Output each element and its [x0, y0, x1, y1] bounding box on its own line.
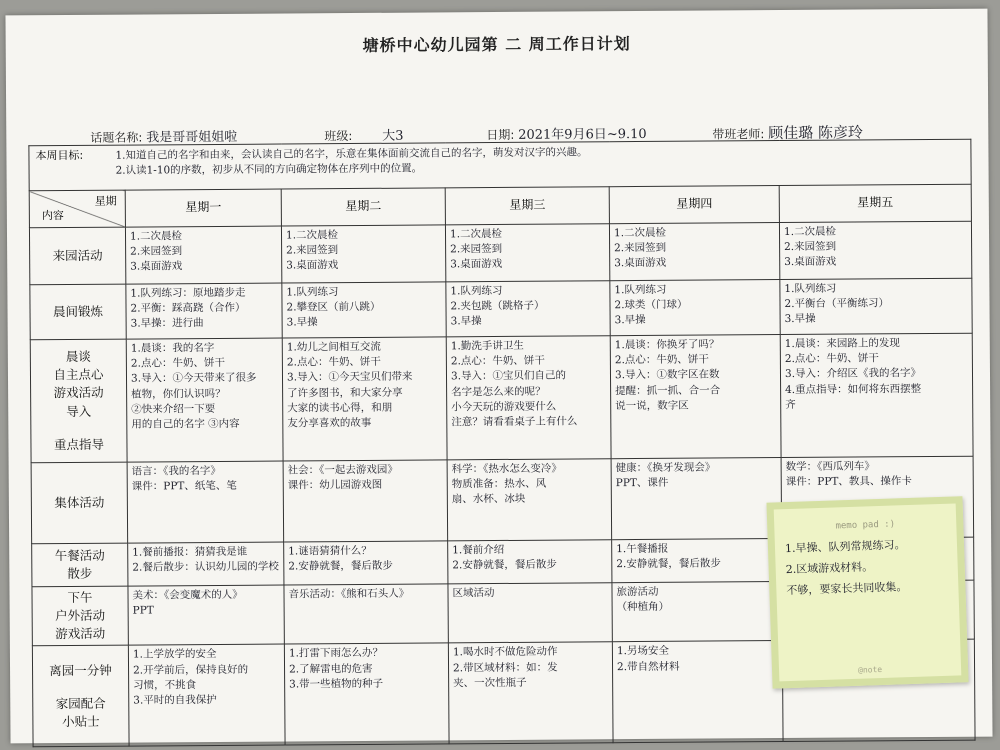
- day-header-wed: 星期三: [445, 187, 609, 225]
- cell-line: 1.打雷下雨怎么办？: [288, 647, 384, 660]
- cell-line: 2.点心：牛奶、饼干: [450, 354, 545, 368]
- cell-line: 1.晨谈：来园路上的发现: [784, 337, 900, 351]
- memo-title: memo pad :): [835, 519, 896, 532]
- cell-line: 2.带区域材料：如：发: [452, 661, 558, 674]
- cell-line: 植物，你们认识吗？: [131, 387, 226, 401]
- goals-cell: [29, 139, 971, 191]
- cell-line: 3.早操: [450, 315, 482, 328]
- cell-line: 小今天玩的游戏要什么: [451, 400, 557, 414]
- plan-cell-tue: [281, 225, 445, 283]
- teacher-value: 顾佳璐 陈彦玲: [768, 123, 864, 143]
- cell-line: 3.早操：进行曲: [130, 317, 204, 331]
- teacher-label: 带班老师:: [712, 127, 765, 142]
- row-label-line: 家园配合: [55, 695, 106, 711]
- plan-cell-wed: [448, 540, 612, 584]
- row-label-line: [35, 420, 122, 436]
- plan-cell-wed: [446, 336, 611, 460]
- plan-row: [29, 221, 971, 285]
- memo-line-1: 1.早操、队列常规练习。: [784, 538, 906, 556]
- plan-cell-mon: [128, 542, 284, 586]
- cell-line: 1.勤洗手讲卫生: [450, 339, 524, 353]
- sheet-title: 塘桥中心幼儿园第 二 周工作日计划: [362, 34, 631, 55]
- day-header-mon: 星期一: [125, 189, 281, 227]
- plan-cell-fri: [780, 333, 973, 457]
- row-label-line: 离园一分钟: [49, 662, 112, 678]
- cell-line: 2.点心：牛奶、饼干: [130, 357, 225, 370]
- plan-cell-thu: [611, 458, 782, 540]
- cell-line: 3.导入：介绍区《我的名字》: [784, 367, 922, 381]
- plan-cell-thu: [609, 223, 779, 281]
- plan-cell-tue: [284, 541, 448, 585]
- cell-line: 数学：《西瓜列车》: [785, 460, 875, 474]
- plan-cell-wed: [448, 583, 612, 644]
- cell-line: 1.队列练习: [450, 284, 503, 298]
- cell-line: 3.导入：①今天宝贝们带来: [286, 371, 413, 384]
- class-field: [324, 125, 403, 145]
- memo-footer: @note: [857, 664, 883, 675]
- row-label: [32, 586, 128, 646]
- plan-cell-mon: [127, 461, 284, 543]
- plan-cell-wed: [445, 224, 609, 282]
- corner-bottom-label: 内容: [41, 209, 64, 223]
- cell-line: （种植角）: [616, 601, 670, 614]
- cell-line: 1.队列练习: [784, 282, 837, 296]
- cell-line: 3.早操: [784, 313, 816, 326]
- corner-cell: [29, 190, 125, 228]
- cell-line: 1.谜语猜猜什么？: [288, 544, 372, 558]
- cell-line: 扇、水杯、冰块: [451, 493, 526, 506]
- cell-line: 美术：《会变魔术的人》: [132, 588, 243, 602]
- cell-line: 2.安静就餐，餐后散步: [288, 559, 393, 573]
- cell-line: 1.队列练习：原地踏步走: [130, 286, 246, 300]
- cell-line: 2.安静就餐，餐后散步: [616, 557, 721, 571]
- row-label-line: 游戏活动: [55, 626, 106, 642]
- plan-cell-wed: [448, 642, 613, 744]
- plan-row: [30, 333, 973, 463]
- row-label-line: 小贴士: [62, 713, 100, 729]
- cell-line: 3.桌面游戏: [784, 256, 837, 269]
- row-label: [30, 339, 127, 463]
- plan-cell-mon: [128, 585, 284, 645]
- plan-cell-tue: [284, 643, 449, 745]
- date-value: 2021年9月6日~9.10: [518, 126, 647, 143]
- plan-cell-fri: [780, 278, 972, 334]
- class-value: 大3: [382, 128, 404, 144]
- row-label: 晨间锻炼: [30, 284, 126, 340]
- cell-line: 社会：《一起去游戏园》: [287, 463, 398, 477]
- cell-line: 1.餐前播报：猜猜我是谁: [132, 545, 248, 559]
- cell-line: 3.导入：①宝贝们自己的: [450, 369, 567, 383]
- cell-line: 3.早操: [614, 314, 646, 327]
- memo-line-2: 2.区域游戏材料。: [785, 560, 874, 577]
- plan-cell-thu: [612, 641, 783, 743]
- plan-cell-tue: [282, 337, 447, 461]
- plan-cell-tue: [282, 282, 446, 338]
- cell-line: 大家的读书心得，和朋: [287, 401, 393, 415]
- row-label: 来园活动: [29, 227, 125, 285]
- row-label-line: 户外活动: [55, 607, 106, 624]
- row-label-line: 午餐活动: [54, 547, 105, 563]
- memo-sticky-note: [766, 496, 968, 688]
- plan-cell-thu: [610, 335, 781, 459]
- cell-line: 3.桌面游戏: [614, 257, 667, 270]
- cell-line: 2.平衡：踩高跷（合作）: [130, 301, 246, 315]
- plan-row: [30, 278, 972, 340]
- cell-line: 2.开学前后，保持良好的: [133, 663, 249, 677]
- row-label: [32, 543, 128, 587]
- plan-cell-mon: [126, 283, 282, 339]
- memo-line-3: 不够，要家长共同收集。: [786, 579, 908, 597]
- cell-line: 1.喝水时不做危险动作: [452, 645, 558, 659]
- row-label-line: 游戏活动: [53, 385, 104, 401]
- cell-line: 区域活动: [452, 587, 495, 600]
- cell-line: 1.另场安全: [616, 645, 669, 658]
- cell-line: 说一说，数字区: [615, 399, 689, 413]
- row-label-line: 重点指导: [53, 436, 105, 452]
- date-label: 日期:: [486, 127, 515, 143]
- topic-label: 话题名称:: [90, 130, 143, 145]
- cell-line: ②快来介绍一下要: [131, 402, 216, 416]
- day-header-thu: 星期四: [609, 186, 779, 224]
- cell-line: 2.来园签到: [450, 243, 503, 256]
- cell-line: 1.晨谈：你换牙了吗？: [614, 338, 720, 352]
- row-label-line: [37, 679, 124, 695]
- goal-line-1: 1.知道自己的名字和由来，会认读自己的名字，乐意在集体面前交流自己的名字，萌发对汉字的兴趣。: [115, 146, 588, 162]
- cell-line: 2.攀登区（前八跳）: [286, 301, 381, 314]
- cell-line: 2.点心：牛奶、饼干: [614, 353, 709, 367]
- cell-line: 3.桌面游戏: [450, 258, 503, 271]
- day-header-fri: 星期五: [779, 184, 971, 222]
- cell-line: 友分享喜欢的故事: [287, 416, 372, 430]
- cell-line: 习惯，不挑食: [133, 678, 197, 692]
- cell-line: 3.导入：①数字区在数: [614, 368, 720, 382]
- topic-field: [90, 126, 237, 146]
- day-header-tue: 星期二: [281, 188, 445, 226]
- cell-line: 2.来园签到: [286, 244, 339, 257]
- plan-cell-mon: [128, 644, 285, 746]
- cell-line: 2.来园签到: [614, 242, 667, 255]
- cell-line: 2.球类（门球）: [614, 298, 688, 312]
- cell-line: 1.午餐播报: [616, 542, 669, 556]
- cell-line: 语言：《我的名字》: [131, 464, 221, 478]
- cell-line: 旅游活动: [616, 585, 659, 599]
- cell-line: 1.幼儿之间相互交流: [286, 340, 381, 354]
- cell-line: 1.队列练习: [614, 283, 667, 297]
- cell-line: 3.桌面游戏: [286, 259, 339, 272]
- row-label-line: 导入: [66, 403, 92, 419]
- cell-line: 3.带一些植物的种子: [289, 677, 384, 691]
- cell-line: 2.平衡台（平衡练习）: [784, 297, 890, 311]
- cell-line: 2.来园签到: [784, 240, 837, 254]
- cell-line: 2.安静就餐，餐后散步: [452, 558, 557, 572]
- corner-top-label: 星期: [94, 194, 117, 208]
- cell-line: 3.导入：①今天带来了很多: [130, 372, 257, 386]
- plan-cell-mon: [126, 338, 283, 462]
- row-label-line: 下午: [67, 589, 93, 606]
- cell-line: 2.点心：牛奶、饼干: [784, 352, 879, 366]
- cell-line: 提醒：抓一抓、合一合: [615, 384, 721, 397]
- plan-cell-tue: [283, 460, 448, 542]
- plan-cell-thu: [612, 539, 782, 583]
- cell-line: 2.带自然材料: [616, 660, 680, 673]
- cell-line: 2.夹包跳（跳格子）: [450, 299, 545, 313]
- cell-line: 3.早操: [286, 316, 318, 329]
- cell-line: 齐: [785, 398, 796, 411]
- plan-sheet: [5, 9, 992, 744]
- cell-line: 2.点心：牛奶、饼干: [286, 356, 381, 369]
- plan-cell-wed: [446, 281, 610, 337]
- plan-cell-thu: [612, 582, 782, 643]
- goal-line-2: 2.认读1-10的序数，初步从不同的方向确定物体在序列中的位置。: [115, 162, 423, 178]
- row-label-line: 散步: [67, 565, 93, 582]
- goals-label: 本周目标:: [35, 148, 84, 163]
- cell-line: 2.餐后散步：认识幼儿园的学校: [132, 560, 279, 574]
- cell-line: 课件：PPT、纸笔、笔: [131, 480, 237, 493]
- cell-line: PPT、课件: [615, 477, 669, 490]
- row-label-line: 晨谈: [65, 349, 91, 365]
- date-field: [486, 123, 646, 143]
- cell-line: 1.餐前介绍: [452, 543, 505, 557]
- cell-line: 4.重点指导：如何将东西摆整: [785, 382, 922, 396]
- cell-line: 物质准备：热水、风: [451, 477, 547, 491]
- cell-line: 1.晨谈：我的名字: [130, 341, 215, 355]
- goals-row: [29, 139, 971, 191]
- cell-line: 3.桌面游戏: [130, 260, 183, 274]
- cell-line: 健康：《换牙发现会》: [615, 461, 716, 475]
- cell-line: 1.二次晨检: [285, 229, 339, 242]
- cell-line: 1.二次晨检: [783, 225, 837, 239]
- row-label: [32, 645, 129, 747]
- cell-line: 1.上学放学的安全: [132, 648, 217, 661]
- plan-cell-fri: [779, 221, 971, 279]
- plan-cell-tue: [284, 584, 448, 645]
- cell-line: 注意？请看看桌子上有什么: [451, 415, 578, 429]
- cell-line: 名字是怎么来的呢？: [451, 385, 546, 398]
- cell-line: 3.平时的自我保护: [133, 694, 217, 707]
- plan-cell-wed: [447, 459, 612, 541]
- cell-line: 课件：幼儿园游戏图: [287, 479, 383, 492]
- cell-line: 1.队列练习: [286, 286, 339, 299]
- row-label: 集体活动: [31, 462, 128, 544]
- cell-line: 1.二次晨检: [613, 226, 667, 240]
- cell-line: 1.二次晨检: [449, 227, 503, 241]
- cell-line: PPT: [132, 604, 154, 617]
- row-label-line: 自主点心: [53, 367, 104, 383]
- cell-line: 课件：PPT、教具、操作卡: [785, 475, 912, 489]
- cell-line: 1.二次晨检: [129, 230, 183, 243]
- cell-line: 科学：《热水怎么变冷》: [451, 462, 562, 476]
- topic-value: 我是哥哥姐姐啦: [146, 129, 238, 146]
- cell-line: 夹、一次性瓶子: [453, 676, 527, 690]
- plan-cell-thu: [610, 280, 780, 336]
- plan-cell-mon: [125, 226, 281, 284]
- class-label: 班级:: [324, 129, 353, 144]
- cell-line: 了许多图书，和大家分享: [287, 386, 403, 400]
- cell-line: 2.来园签到: [130, 245, 183, 258]
- cell-line: 音乐活动：《熊和石头人》: [288, 587, 410, 601]
- cell-line: 用的自己的名字 ③内容: [131, 417, 240, 431]
- cell-line: 2.了解雷电的危害: [288, 662, 373, 676]
